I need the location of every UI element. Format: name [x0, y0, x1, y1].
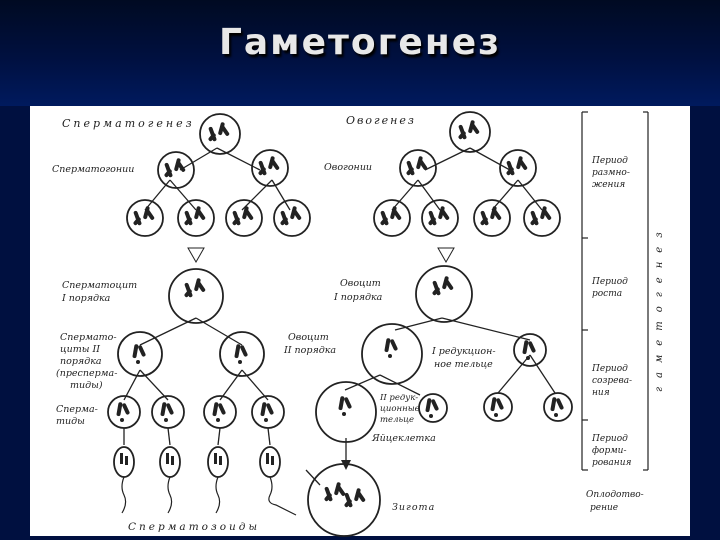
- period-reproduction-b: размно-: [592, 168, 630, 178]
- label-polar2-b: ционные: [380, 404, 420, 414]
- label-spermatocyte2-e: тиды): [70, 380, 103, 391]
- label-spermatocyte2-c: порядка: [60, 356, 102, 367]
- diagram-labels: [52, 114, 665, 533]
- period-growth-b: роста: [592, 289, 623, 299]
- label-zygote: Зигота: [392, 502, 436, 513]
- period-fertilization-b: рение: [590, 503, 619, 513]
- growth-triangle-left: [188, 248, 204, 262]
- label-spermatogenesis: Сперматогенез: [62, 117, 195, 130]
- period-growth-a: Период: [592, 277, 628, 287]
- oogenesis-cells: [308, 112, 572, 536]
- slide-title: Гаметогенез: [218, 22, 502, 63]
- period-maturation-c: ния: [592, 388, 610, 398]
- spermatozoa: [114, 447, 296, 515]
- growth-triangle-right: [438, 248, 454, 262]
- label-spermatids-b: тиды: [56, 416, 85, 427]
- label-polar1-a: I редукцион-: [432, 346, 496, 357]
- period-formation-a: Период: [592, 434, 628, 444]
- period-fertilization-a: Оплодотво-: [586, 490, 644, 500]
- label-spermatogonia: Сперматогонии: [52, 164, 135, 175]
- label-spermatocyte1-b: I порядка: [62, 293, 111, 304]
- label-spermatids-a: Сперма-: [56, 404, 98, 415]
- label-polar1-b: ное тельце: [434, 359, 493, 370]
- label-spermatocyte2-b: циты II: [60, 344, 101, 355]
- label-egg: Яйцеклетка: [372, 433, 436, 444]
- label-spermatocyte2-a: Сперматo-: [60, 332, 117, 343]
- period-reproduction-c: жения: [592, 180, 626, 190]
- label-polar2-c: тельце: [380, 415, 415, 425]
- label-oocyte1-b: I порядка: [334, 292, 383, 303]
- label-gametogenesis-vertical: гаметогенез: [654, 223, 665, 392]
- label-oogonia: Овогонии: [324, 162, 373, 173]
- spermatogenesis-lines: [124, 148, 290, 445]
- period-formation-c: рования: [592, 458, 632, 468]
- period-maturation-b: созрева-: [592, 376, 633, 386]
- label-spermatocyte2-d: (пресперма-: [56, 368, 118, 379]
- period-reproduction-a: Период: [592, 156, 628, 166]
- label-spermatocyte1-a: Сперматоцит: [62, 280, 138, 291]
- label-polar2-a: II редук-: [380, 393, 419, 403]
- oogenesis-chromosomes: [324, 120, 565, 508]
- label-oogenesis: Овогенез: [346, 114, 416, 127]
- label-oocyte2-a: Овоцит: [288, 332, 329, 343]
- period-formation-b: форми-: [592, 446, 627, 456]
- label-spermatozoa: Сперматозоиды: [128, 521, 260, 533]
- period-maturation-a: Период: [592, 364, 628, 374]
- label-oocyte1-a: Овоцит: [340, 278, 381, 289]
- spermatogenesis-cells: [108, 114, 310, 428]
- label-oocyte2-b: II порядка: [284, 345, 337, 356]
